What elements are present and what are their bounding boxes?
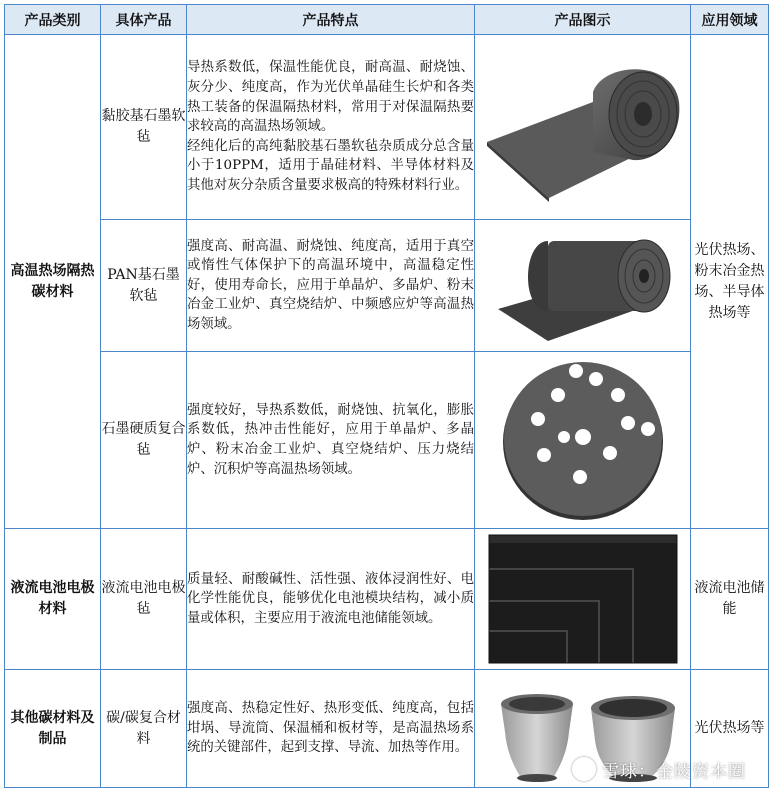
table-row: [5, 529, 769, 670]
product-cell: [101, 529, 187, 670]
features-cell: [187, 670, 475, 788]
features-text: 强度高、热稳定性好、热形变低、纯度高，包括坩埚、导流筒、保温桶和板材等，是高温热场系统的关键部件，起到支撑、导流、加热等作用。: [187, 701, 474, 756]
product-label: PAN基石墨软毡: [107, 266, 180, 304]
features-text: 质量轻、耐酸碱性、活性强、液体浸润性好、电化学性能优良，能够优化电池模块结构，减小质量或体积，主要应用于液流电池储能领域。: [187, 571, 474, 626]
category-label: 其他碳材料及制品: [10, 709, 95, 747]
product-label: 石墨硬质复合毡: [101, 421, 186, 458]
features-text: 经纯化后的高纯黏胶基石墨软毡杂质成分总含量小于10PPM，适用于晶硅材料、半导体材料及其他对灰分杂质含量要求极高的特殊材料行业。: [187, 138, 474, 193]
features-cell: [187, 35, 475, 220]
features-text: 强度高、耐高温、耐烧蚀、纯度高，适用于真空或惰性气体保护下的高温环境中，高温稳定性好，使用寿命长，应用于单晶炉、多晶炉、粉末冶金工业炉、真空烧结炉、中频感应炉等高温热场领域。: [187, 238, 474, 332]
header-product: 具体产品: [101, 5, 187, 35]
application-cell: [691, 529, 769, 670]
table-row: [5, 35, 769, 220]
product-cell: [101, 220, 187, 352]
pan-graphite-felt-roll-icon: [488, 227, 678, 345]
features-text: 强度较好，导热系数低，耐烧蚀、抗氧化，膨胀系数低，热冲击性能好，应用于单晶炉、多晶炉、粉末冶金工业炉、真空烧结炉、压力烧结炉、沉积炉等高温热场领域。: [187, 402, 474, 477]
category-cell: [5, 529, 101, 670]
header-application: 应用领域: [691, 5, 769, 35]
category-label: 液流电池电极材料: [10, 580, 95, 617]
features-cell: [187, 529, 475, 670]
product-label: 液流电池电极毡: [101, 580, 186, 617]
image-cell: [475, 35, 691, 220]
watermark-text: 雪球：金陵资本圈: [602, 762, 746, 782]
image-cell: [475, 352, 691, 529]
product-cell: [101, 352, 187, 529]
image-cell: [475, 529, 691, 670]
header-row: [5, 5, 769, 35]
header-image: 产品图示: [475, 5, 691, 35]
viscose-graphite-felt-roll-icon: [483, 52, 683, 202]
header-features: 产品特点: [187, 5, 475, 35]
rigid-graphite-felt-disc-icon: [498, 357, 668, 523]
application-label: 光伏热场、粉末冶金热场、半导体热场等: [694, 241, 765, 321]
header-category: 产品类别: [5, 5, 101, 35]
image-cell: [475, 220, 691, 352]
table-row: [5, 220, 769, 352]
table-row: [5, 352, 769, 529]
application-label: 液流电池储能: [694, 580, 765, 617]
application-cell: [691, 35, 769, 529]
application-label: 光伏热场等: [694, 720, 765, 736]
features-text: 导热系数低，保温性能优良，耐高温、耐烧蚀、灰分少、纯度高，作为光伏单晶硅生长炉和各类热工装备的保温隔热材料，常用于对保温隔热要求较高的高温热场领域。: [187, 60, 474, 135]
electrode-felt-sheets-icon: [483, 533, 683, 665]
product-table: [4, 4, 769, 788]
watermark: [572, 757, 746, 782]
category-cell: [5, 35, 101, 529]
product-label: 黏胶基石墨软毡: [101, 108, 186, 145]
features-cell: [187, 220, 475, 352]
category-label: 高温热场隔热碳材料: [10, 262, 95, 300]
product-cell: [101, 35, 187, 220]
category-cell: [5, 670, 101, 788]
product-cell: [101, 670, 187, 788]
xueqiu-logo-icon: [572, 757, 596, 781]
features-cell: [187, 352, 475, 529]
product-label: 碳/碳复合材料: [106, 709, 181, 747]
